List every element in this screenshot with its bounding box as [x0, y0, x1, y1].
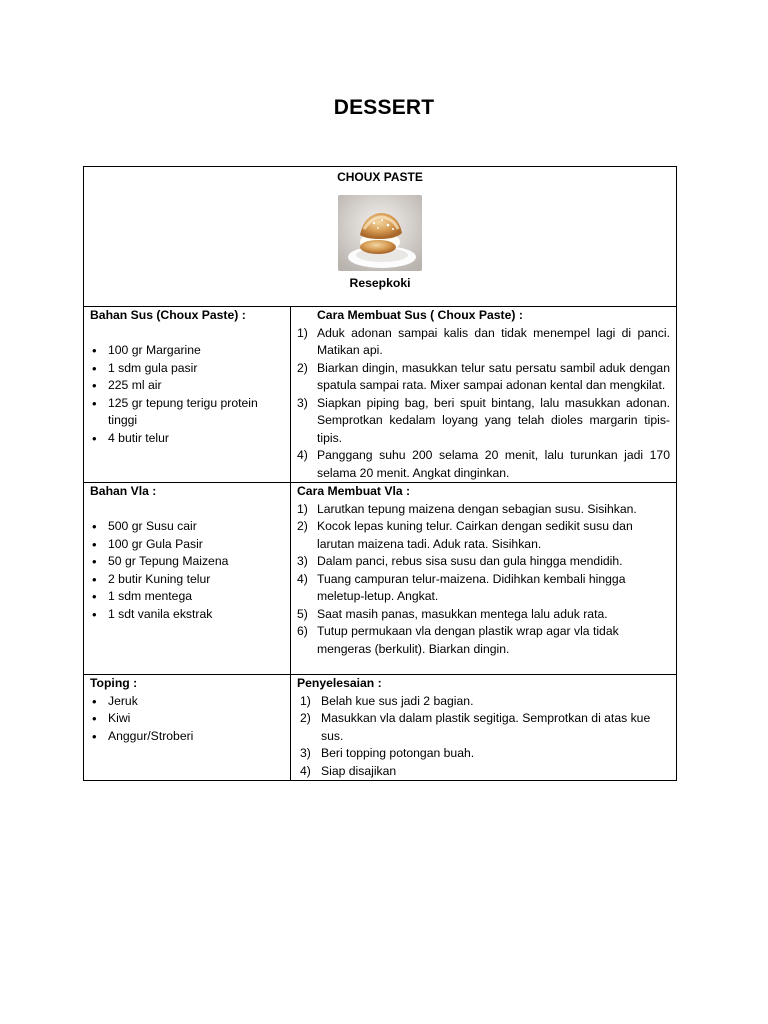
cream-puff-photo: [338, 195, 422, 271]
step-text: Panggang suhu 200 selama 20 menit, lalu turunkan jadi 170 selama 20 menit. Angkat dinginkan.: [317, 448, 670, 480]
step-number: 4): [297, 571, 308, 586]
step-text: Tuang campuran telur-maizena. Didihkan kembali hingga meletup-letup. Angkat.: [317, 571, 626, 603]
step-number: 4): [300, 763, 311, 778]
page-title: DESSERT: [333, 96, 435, 119]
method-cell: [291, 307, 677, 483]
list-item: [297, 518, 670, 553]
step-number: 2): [300, 711, 311, 725]
step-text: Tutup permukaan vla dengan plastik wrap agar vla tidak mengeras (berkulit). Biarkan dingin.: [317, 624, 619, 656]
list-item: • 4 butir telur: [90, 430, 284, 448]
method-cell: [291, 483, 677, 675]
list-item: • 225 ml air: [90, 377, 284, 395]
steps-list: [297, 693, 670, 781]
step-text: Saat masih panas, masukkan mentega lalu aduk rata.: [317, 606, 608, 621]
list-item: [297, 501, 670, 519]
header-row: [84, 167, 677, 307]
step-text: Siapkan piping bag, beri spuit bintang, lalu masukkan adonan. Semprotkan kedalam loyang yang telah dioles margarin tipis-tipis.: [317, 395, 670, 445]
step-number: 1): [297, 501, 308, 516]
ingredients-cell: [84, 307, 291, 483]
list-item: [297, 325, 670, 360]
step-text: Beri topping potongan buah.: [321, 746, 475, 760]
step-number: 3): [297, 554, 308, 568]
step-text: Larutkan tepung maizena dengan sebagian susu. Sisihkan.: [317, 501, 637, 516]
step-text: Masukkan vla dalam plastik segitiga. Semprotkan di atas kue sus.: [321, 711, 651, 743]
list-item: [297, 571, 670, 606]
header-cell: [84, 167, 677, 307]
step-text: Aduk adonan sampai kalis dan tidak menempel lagi di panci. Matikan api.: [317, 325, 670, 357]
photo-caption: Resepkoki: [349, 275, 411, 290]
step-text: Siap disajikan: [321, 763, 397, 778]
list-item: [297, 710, 670, 745]
step-number: 3): [300, 746, 311, 760]
ingredients-cell: [84, 675, 291, 781]
list-item: • 500 gr Susu cair: [90, 518, 284, 536]
list-item: [297, 553, 670, 571]
list-item: [297, 447, 670, 482]
method-heading: Cara Membuat Sus ( Choux Paste) :: [317, 308, 523, 322]
ingredients-cell: [84, 483, 291, 675]
list-item: • 2 butir Kuning telur: [90, 571, 284, 589]
list-item: • Anggur/Stroberi: [90, 728, 284, 746]
ingredients-list: [90, 693, 284, 746]
list-item: [297, 763, 670, 781]
list-item: [297, 606, 670, 624]
ingredients-heading: Bahan Vla :: [90, 484, 157, 498]
ingredients-heading: Toping :: [90, 676, 138, 690]
step-number: 2): [297, 519, 308, 533]
list-item: [297, 395, 670, 448]
list-item: [297, 693, 670, 711]
section-row-vla: [84, 483, 677, 675]
step-text: Biarkan dingin, masukkan telur satu persatu sambil aduk dengan spatula sampai rata. Mixer sampai adonan kental dan mengkilat.: [317, 360, 670, 392]
step-number: 6): [297, 624, 308, 638]
section-row-topping: [84, 675, 677, 781]
list-item: [297, 360, 670, 395]
recipe-table: [83, 166, 677, 781]
step-number: 2): [297, 360, 308, 375]
list-item: • 125 gr tepung terigu protein tinggi: [90, 395, 284, 430]
list-item: • 100 gr Gula Pasir: [90, 536, 284, 554]
list-item: • Jeruk: [90, 693, 284, 711]
step-number: 3): [297, 395, 308, 410]
method-heading: Cara Membuat Vla :: [297, 484, 411, 498]
list-item: • 1 sdm gula pasir: [90, 360, 284, 378]
step-number: 1): [300, 693, 311, 708]
recipe-name: CHOUX PASTE: [337, 170, 423, 184]
ingredients-heading: Bahan Sus (Choux Paste) :: [90, 308, 246, 322]
list-item: [297, 623, 670, 658]
list-item: • Kiwi: [90, 710, 284, 728]
section-row-choux: [84, 307, 677, 483]
list-item: • 100 gr Margarine: [90, 342, 284, 360]
method-cell: [291, 675, 677, 781]
step-number: 5): [297, 606, 308, 621]
list-item: • 1 sdm mentega: [90, 588, 284, 606]
step-text: Belah kue sus jadi 2 bagian.: [321, 693, 474, 708]
step-number: 4): [297, 448, 308, 462]
steps-list: [297, 501, 670, 659]
list-item: • 1 sdt vanila ekstrak: [90, 606, 284, 624]
list-item: [297, 745, 670, 763]
step-text: Kocok lepas kuning telur. Cairkan dengan sedikit susu dan larutan maizena tadi. Aduk rata. Sisihkan.: [317, 519, 633, 551]
ingredients-list: [90, 518, 284, 623]
method-heading: Penyelesaian :: [297, 676, 382, 690]
list-item: • 50 gr Tepung Maizena: [90, 553, 284, 571]
step-number: 1): [297, 325, 308, 340]
step-text: Dalam panci, rebus sisa susu dan gula hingga mendidih.: [317, 554, 623, 568]
ingredients-list: [90, 342, 284, 447]
steps-list: [297, 325, 670, 483]
